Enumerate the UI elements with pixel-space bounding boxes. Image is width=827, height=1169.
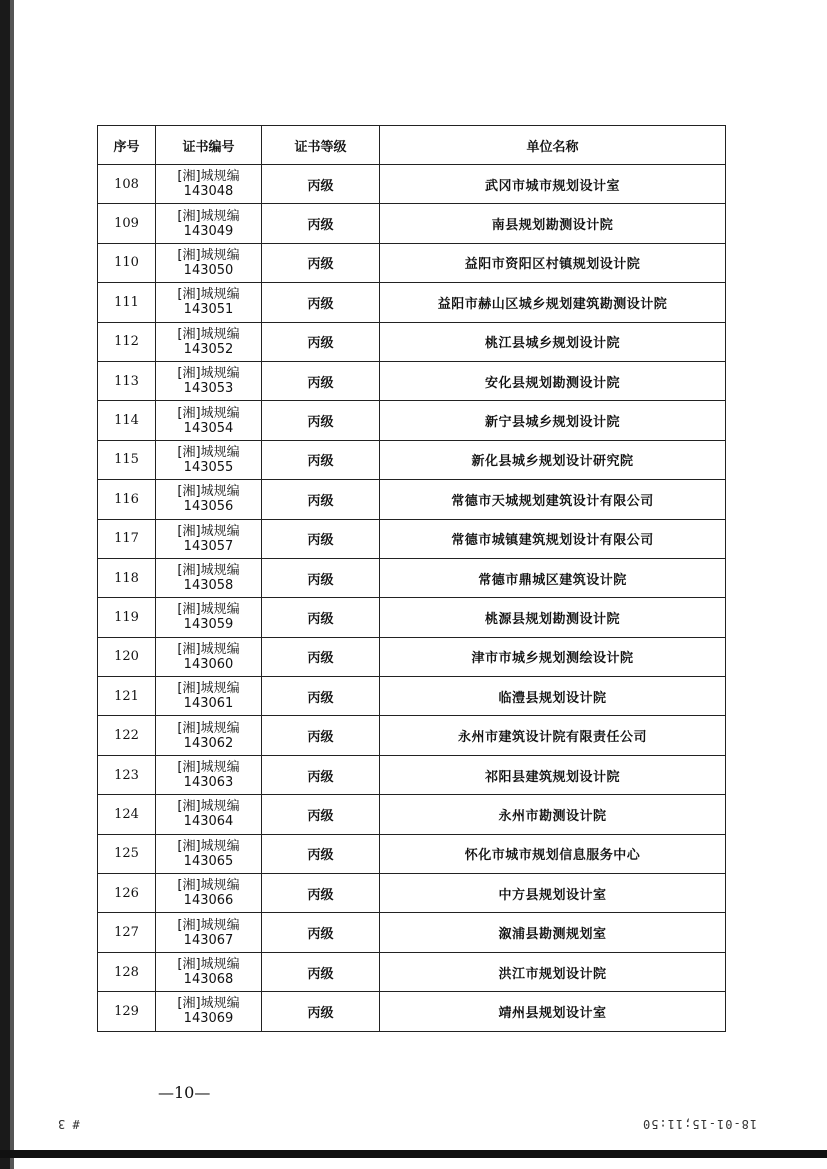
row-unit-name: 临澧县规划设计院 <box>380 677 726 716</box>
row-cert-number <box>156 401 262 440</box>
cert-prefix: [湘]城规编 <box>177 405 240 421</box>
cert-code: 143052 <box>183 341 234 357</box>
table-row <box>98 480 726 519</box>
table-row <box>98 716 726 755</box>
cert-code: 143057 <box>183 538 234 554</box>
row-unit-name: 祁阳县建筑规划设计院 <box>380 755 726 794</box>
row-serial: 120 <box>98 637 156 676</box>
scan-edge-shadow-inner <box>10 0 14 1169</box>
table-row <box>98 243 726 282</box>
row-grade: 丙级 <box>262 519 380 558</box>
row-serial: 110 <box>98 243 156 282</box>
cert-prefix: [湘]城规编 <box>177 760 240 776</box>
table-header-row <box>98 126 726 165</box>
row-cert-number <box>156 637 262 676</box>
cert-code: 143049 <box>183 223 234 239</box>
cert-code: 143061 <box>183 696 234 712</box>
cert-code: 143056 <box>183 499 234 515</box>
row-grade: 丙级 <box>262 558 380 597</box>
row-serial: 128 <box>98 952 156 991</box>
row-grade: 丙级 <box>262 401 380 440</box>
row-unit-name: 南县规划勘测设计院 <box>380 204 726 243</box>
cert-code: 143062 <box>183 735 234 751</box>
row-serial: 121 <box>98 677 156 716</box>
row-grade: 丙级 <box>262 952 380 991</box>
table-row <box>98 952 726 991</box>
row-cert-number <box>156 795 262 834</box>
table-row <box>98 992 726 1031</box>
fax-timestamp: 18-01-15;11:50 <box>641 1117 757 1131</box>
row-unit-name: 中方县规划设计室 <box>380 874 726 913</box>
table-row <box>98 558 726 597</box>
scan-bottom-bar <box>0 1150 827 1158</box>
row-unit-name: 常德市城镇建筑规划设计有限公司 <box>380 519 726 558</box>
row-serial: 129 <box>98 992 156 1031</box>
row-grade: 丙级 <box>262 243 380 282</box>
cert-prefix: [湘]城规编 <box>177 878 240 894</box>
row-cert-number <box>156 165 262 204</box>
row-cert-number <box>156 677 262 716</box>
table-row <box>98 519 726 558</box>
row-grade: 丙级 <box>262 283 380 322</box>
row-cert-number <box>156 243 262 282</box>
cert-code: 143063 <box>183 775 234 791</box>
row-cert-number <box>156 952 262 991</box>
table-row <box>98 834 726 873</box>
cert-prefix: [湘]城规编 <box>177 287 240 303</box>
certificate-table <box>97 125 726 1032</box>
row-grade: 丙级 <box>262 637 380 676</box>
row-unit-name: 益阳市资阳区村镇规划设计院 <box>380 243 726 282</box>
row-unit-name: 武冈市城市规划设计室 <box>380 165 726 204</box>
cert-prefix: [湘]城规编 <box>177 444 240 460</box>
table-row <box>98 165 726 204</box>
row-unit-name: 安化县规划勘测设计院 <box>380 361 726 400</box>
row-serial: 109 <box>98 204 156 243</box>
cert-code: 143050 <box>183 262 234 278</box>
row-cert-number <box>156 716 262 755</box>
row-serial: 119 <box>98 598 156 637</box>
row-serial: 116 <box>98 480 156 519</box>
row-serial: 127 <box>98 913 156 952</box>
row-unit-name: 益阳市赫山区城乡规划建筑勘测设计院 <box>380 283 726 322</box>
row-cert-number <box>156 874 262 913</box>
cert-prefix: [湘]城规编 <box>177 366 240 382</box>
cert-prefix: [湘]城规编 <box>177 799 240 815</box>
corner-mark: # 3 <box>58 1117 80 1131</box>
table-body <box>98 165 726 1032</box>
row-grade: 丙级 <box>262 361 380 400</box>
row-cert-number <box>156 519 262 558</box>
header-cert-grade: 证书等级 <box>262 126 380 165</box>
row-grade: 丙级 <box>262 204 380 243</box>
cert-code: 143048 <box>183 184 234 200</box>
row-serial: 111 <box>98 283 156 322</box>
row-grade: 丙级 <box>262 165 380 204</box>
cert-prefix: [湘]城规编 <box>177 208 240 224</box>
scan-edge-shadow <box>0 0 10 1169</box>
row-serial: 112 <box>98 322 156 361</box>
row-serial: 115 <box>98 440 156 479</box>
row-serial: 126 <box>98 874 156 913</box>
row-unit-name: 溆浦县勘测规划室 <box>380 913 726 952</box>
cert-code: 143066 <box>183 893 234 909</box>
cert-prefix: [湘]城规编 <box>177 996 240 1012</box>
table-row <box>98 440 726 479</box>
row-grade: 丙级 <box>262 992 380 1031</box>
row-unit-name: 靖州县规划设计室 <box>380 992 726 1031</box>
cert-code: 143051 <box>183 302 234 318</box>
table-row <box>98 283 726 322</box>
table-row <box>98 913 726 952</box>
cert-prefix: [湘]城规编 <box>177 563 240 579</box>
row-cert-number <box>156 480 262 519</box>
row-unit-name: 津市市城乡规划测绘设计院 <box>380 637 726 676</box>
table-row <box>98 637 726 676</box>
cert-prefix: [湘]城规编 <box>177 957 240 972</box>
row-grade: 丙级 <box>262 795 380 834</box>
row-unit-name: 永州市勘测设计院 <box>380 795 726 834</box>
table-row <box>98 598 726 637</box>
table-row <box>98 677 726 716</box>
table-row <box>98 322 726 361</box>
row-grade: 丙级 <box>262 480 380 519</box>
row-unit-name: 常德市天城规划建筑设计有限公司 <box>380 480 726 519</box>
row-cert-number <box>156 361 262 400</box>
cert-code: 143064 <box>183 814 234 830</box>
row-grade: 丙级 <box>262 440 380 479</box>
cert-code: 143053 <box>183 381 234 397</box>
row-cert-number <box>156 913 262 952</box>
row-grade: 丙级 <box>262 913 380 952</box>
table-row <box>98 361 726 400</box>
cert-code: 143055 <box>183 459 234 475</box>
cert-prefix: [湘]城规编 <box>177 681 240 697</box>
row-grade: 丙级 <box>262 755 380 794</box>
row-cert-number <box>156 204 262 243</box>
row-grade: 丙级 <box>262 598 380 637</box>
row-serial: 113 <box>98 361 156 400</box>
row-serial: 117 <box>98 519 156 558</box>
page-number: —10— <box>158 1083 211 1102</box>
row-serial: 108 <box>98 165 156 204</box>
row-cert-number <box>156 322 262 361</box>
cert-prefix: [湘]城规编 <box>177 838 240 854</box>
cert-prefix: [湘]城规编 <box>177 484 240 500</box>
header-serial: 序号 <box>98 126 156 165</box>
cert-prefix: [湘]城规编 <box>177 917 240 933</box>
row-cert-number <box>156 992 262 1031</box>
cert-prefix: [湘]城规编 <box>177 602 240 618</box>
row-serial: 125 <box>98 834 156 873</box>
cert-code: 143068 <box>183 972 234 987</box>
cert-code: 143060 <box>183 656 234 672</box>
cert-prefix: [湘]城规编 <box>177 326 240 342</box>
row-unit-name: 桃江县城乡规划设计院 <box>380 322 726 361</box>
table-row <box>98 874 726 913</box>
header-cert-number: 证书编号 <box>156 126 262 165</box>
row-unit-name: 常德市鼎城区建筑设计院 <box>380 558 726 597</box>
table-row <box>98 755 726 794</box>
header-unit-name: 单位名称 <box>380 126 726 165</box>
row-cert-number <box>156 598 262 637</box>
table-row <box>98 795 726 834</box>
cert-code: 143069 <box>183 1011 234 1027</box>
cert-code: 143059 <box>183 617 234 633</box>
cert-prefix: [湘]城规编 <box>177 169 240 185</box>
cert-prefix: [湘]城规编 <box>177 641 240 657</box>
cert-prefix: [湘]城规编 <box>177 523 240 539</box>
cert-prefix: [湘]城规编 <box>177 247 240 263</box>
row-grade: 丙级 <box>262 677 380 716</box>
cert-code: 143065 <box>183 853 234 869</box>
row-serial: 122 <box>98 716 156 755</box>
table-row <box>98 401 726 440</box>
row-unit-name: 新化县城乡规划设计研究院 <box>380 440 726 479</box>
cert-code: 143054 <box>183 420 234 436</box>
cert-prefix: [湘]城规编 <box>177 720 240 736</box>
row-unit-name: 怀化市城市规划信息服务中心 <box>380 834 726 873</box>
row-unit-name: 洪江市规划设计院 <box>380 952 726 991</box>
row-cert-number <box>156 440 262 479</box>
row-grade: 丙级 <box>262 716 380 755</box>
row-grade: 丙级 <box>262 322 380 361</box>
cert-code: 143067 <box>183 932 234 948</box>
row-serial: 118 <box>98 558 156 597</box>
row-serial: 114 <box>98 401 156 440</box>
row-grade: 丙级 <box>262 834 380 873</box>
row-cert-number <box>156 834 262 873</box>
row-serial: 124 <box>98 795 156 834</box>
row-unit-name: 桃源县规划勘测设计院 <box>380 598 726 637</box>
table-row <box>98 204 726 243</box>
row-cert-number <box>156 755 262 794</box>
row-serial: 123 <box>98 755 156 794</box>
row-cert-number <box>156 283 262 322</box>
row-unit-name: 永州市建筑设计院有限责任公司 <box>380 716 726 755</box>
cert-code: 143058 <box>183 578 234 594</box>
row-grade: 丙级 <box>262 874 380 913</box>
row-unit-name: 新宁县城乡规划设计院 <box>380 401 726 440</box>
row-cert-number <box>156 558 262 597</box>
